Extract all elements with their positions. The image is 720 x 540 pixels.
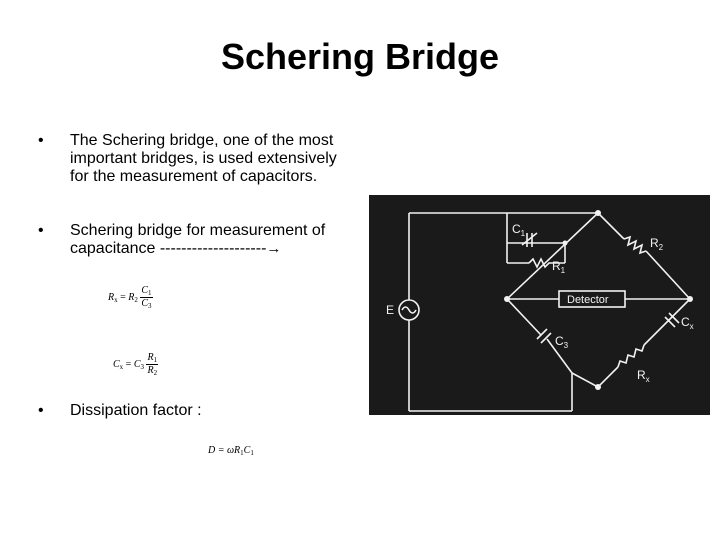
equation-cx: $C_x = C_3$ $\frac{R_1}{R_2}$ (113, 352, 158, 377)
c3-label: $C_3$ (555, 334, 569, 350)
detector-label: Detector (567, 294, 609, 306)
bullet-text-3: Dissipation factor : (70, 402, 202, 419)
bullet-dot: • (38, 132, 44, 149)
bullet-dot: • (38, 222, 44, 239)
r1-label: $R_1$ (552, 259, 566, 275)
arrow-right-icon: → (266, 240, 282, 257)
r2-label: $R_2$ (650, 236, 664, 252)
schering-bridge-circuit-image (369, 195, 710, 415)
c1-label: $C_1$ (512, 222, 526, 238)
bullet-item-3 (38, 402, 358, 420)
bullet-item-2 (38, 222, 358, 258)
rx-label: $R_x$ (637, 368, 650, 384)
equation-dissipation: $D = \omega R_1C_1$ (208, 445, 254, 457)
e-label: E (386, 303, 395, 317)
cx-label: $C_x$ (681, 315, 694, 331)
bullet-dot: • (38, 402, 44, 419)
slide-title: Schering Bridge (220, 36, 500, 77)
circuit-diagram (369, 195, 710, 415)
bullet-item-1 (38, 132, 358, 186)
equation-rx: $R_x = R_2$ $\frac{C_1}{C_3}$ (108, 285, 152, 310)
bullet-text-2: Schering bridge for measurement of capacitance -------------------- (70, 222, 326, 257)
bullet-text-1: The Schering bridge, one of the most important bridges, is used extensively for the measurement of capacitors. (70, 132, 337, 185)
